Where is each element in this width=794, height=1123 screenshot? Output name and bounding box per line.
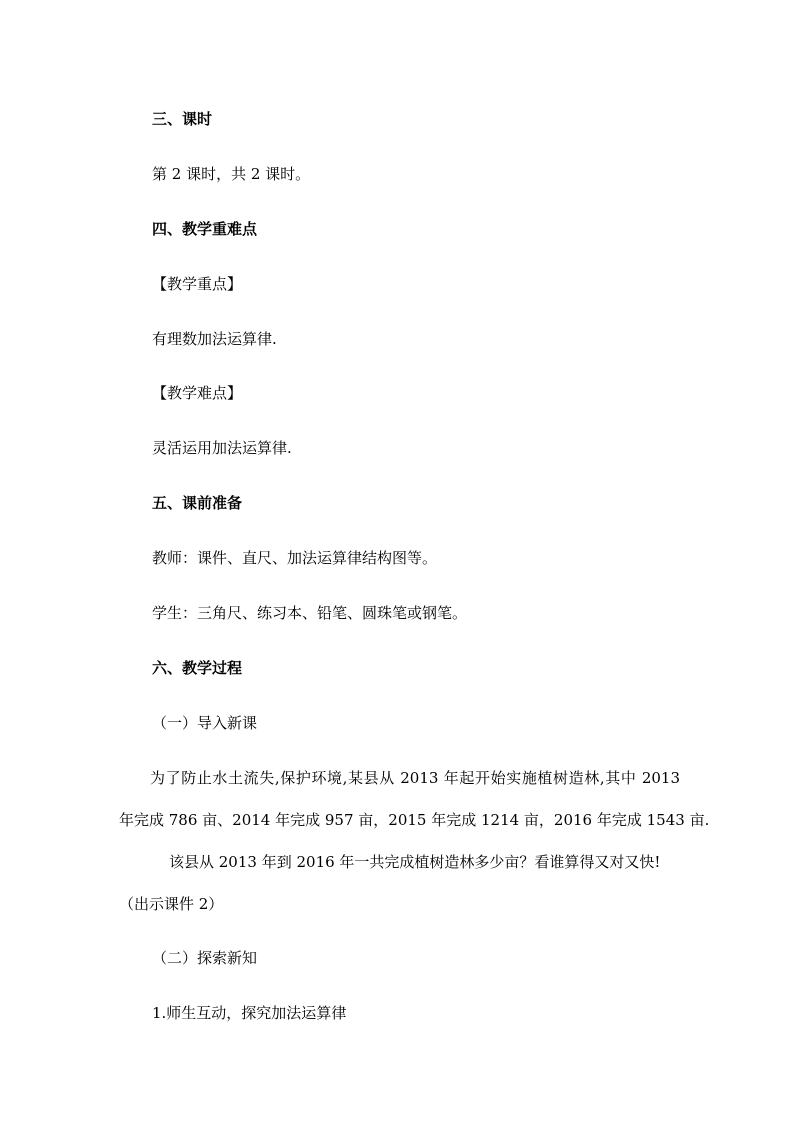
- question-paragraph-line-2: （出示课件 2）: [119, 895, 224, 913]
- student-preparation-text: 学生：三角尺、练习本、铅笔、圆珠笔或钢笔。: [152, 604, 468, 622]
- subsection-heading-introduction: （一）导入新课: [152, 714, 258, 732]
- intro-paragraph-line-1: 为了防止水土流失,保护环境,某县从 2013 年起开始实施植树造林,其中 2013: [150, 769, 680, 787]
- subsection-heading-explore: （二）探索新知: [152, 949, 258, 967]
- key-point-label: 【教学重点】: [152, 275, 243, 293]
- section-heading-teaching-process: 六、教学过程: [152, 659, 243, 677]
- section-heading-key-difficult-points: 四、教学重难点: [152, 220, 258, 238]
- teacher-preparation-text: 教师：课件、直尺、加法运算律结构图等。: [152, 549, 438, 567]
- activity-item-1: 1.师生互动，探究加法运算律: [152, 1004, 347, 1022]
- section-heading-lesson-hours: 三、课时: [152, 110, 213, 128]
- lesson-hours-text: 第 2 课时，共 2 课时。: [152, 165, 311, 183]
- difficult-point-label: 【教学难点】: [152, 384, 243, 402]
- section-heading-preparation: 五、课前准备: [152, 494, 243, 512]
- key-point-text: 有理数加法运算律.: [152, 330, 277, 348]
- question-paragraph-line-1: 该县从 2013 年到 2016 年一共完成植树造林多少亩？看谁算得又对又快!: [169, 853, 661, 871]
- intro-paragraph-line-2: 年完成 786 亩、2014 年完成 957 亩，2015 年完成 1214 亩，2016 年完成 1543 亩.: [119, 811, 710, 829]
- difficult-point-text: 灵活运用加法运算律.: [152, 439, 292, 457]
